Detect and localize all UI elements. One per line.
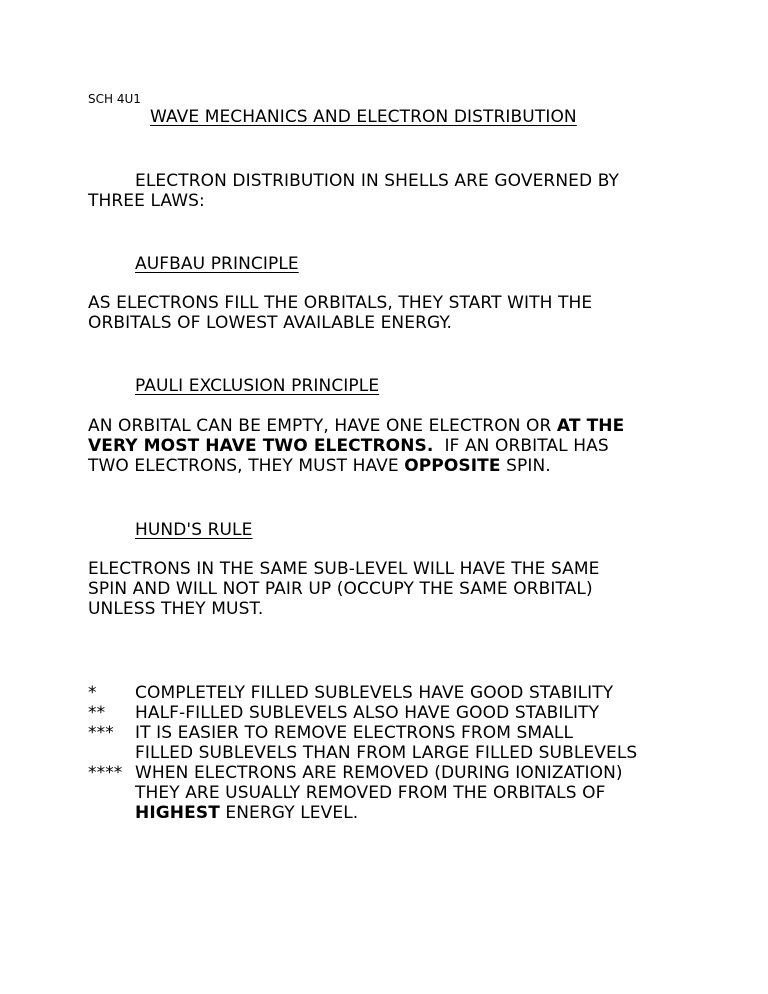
pauli-line-1 <box>88 416 624 436</box>
intro-line-2: THREE LAWS: <box>88 191 205 211</box>
aufbau-line-1: AS ELECTRONS FILL THE ORBITALS, THEY START WITH THE <box>88 293 593 313</box>
hund-line-3: UNLESS THEY MUST. <box>88 599 264 619</box>
note-4-text-3 <box>135 803 358 823</box>
note-2-marker: ** <box>88 703 106 723</box>
note-2-text: HALF-FILLED SUBLEVELS ALSO HAVE GOOD STABILITY <box>135 703 600 723</box>
note-3-text-1: IT IS EASIER TO REMOVE ELECTRONS FROM SMALL <box>135 723 574 743</box>
hund-line-2: SPIN AND WILL NOT PAIR UP (OCCUPY THE SAME ORBITAL) <box>88 579 593 599</box>
page-title: WAVE MECHANICS AND ELECTRON DISTRIBUTION <box>150 107 577 127</box>
note-4-text-2: THEY ARE USUALLY REMOVED FROM THE ORBITALS OF <box>135 783 606 803</box>
pauli-line-1-text: AN ORBITAL CAN BE EMPTY, HAVE ONE ELECTRON OR <box>88 416 557 436</box>
note-3-text-2: FILLED SUBLEVELS THAN FROM LARGE FILLED SUBLEVELS <box>135 743 638 763</box>
note-1-marker: * <box>88 683 97 703</box>
aufbau-line-2: ORBITALS OF LOWEST AVAILABLE ENERGY. <box>88 313 452 333</box>
note-4-tail: ENERGY LEVEL. <box>219 803 359 823</box>
pauli-line-1-emphasis: AT THE <box>556 416 625 436</box>
note-4-text-1: WHEN ELECTRONS ARE REMOVED (DURING IONIZATION) <box>135 763 623 783</box>
course-code: SCH 4U1 <box>88 92 141 106</box>
note-1-text: COMPLETELY FILLED SUBLEVELS HAVE GOOD STABILITY <box>135 683 614 703</box>
hund-heading: HUND'S RULE <box>135 520 253 540</box>
hund-line-1: ELECTRONS IN THE SAME SUB-LEVEL WILL HAVE THE SAME <box>88 559 600 579</box>
pauli-heading: PAULI EXCLUSION PRINCIPLE <box>135 376 380 396</box>
aufbau-heading: AUFBAU PRINCIPLE <box>135 254 299 274</box>
pauli-line-3-tail: SPIN. <box>500 456 551 476</box>
pauli-line-2-emphasis: VERY MOST HAVE TWO ELECTRONS. <box>88 436 434 456</box>
pauli-line-2 <box>88 436 609 456</box>
pauli-line-3 <box>88 456 551 476</box>
intro-line-1: ELECTRON DISTRIBUTION IN SHELLS ARE GOVERNED BY <box>135 171 620 191</box>
note-3-marker: *** <box>88 723 114 743</box>
pauli-line-3-text: TWO ELECTRONS, THEY MUST HAVE <box>88 456 405 476</box>
note-4-marker: **** <box>88 763 123 783</box>
note-4-emphasis: HIGHEST <box>135 803 220 823</box>
pauli-line-2-text: IF AN ORBITAL HAS <box>433 436 609 456</box>
pauli-line-3-emphasis: OPPOSITE <box>404 456 501 476</box>
